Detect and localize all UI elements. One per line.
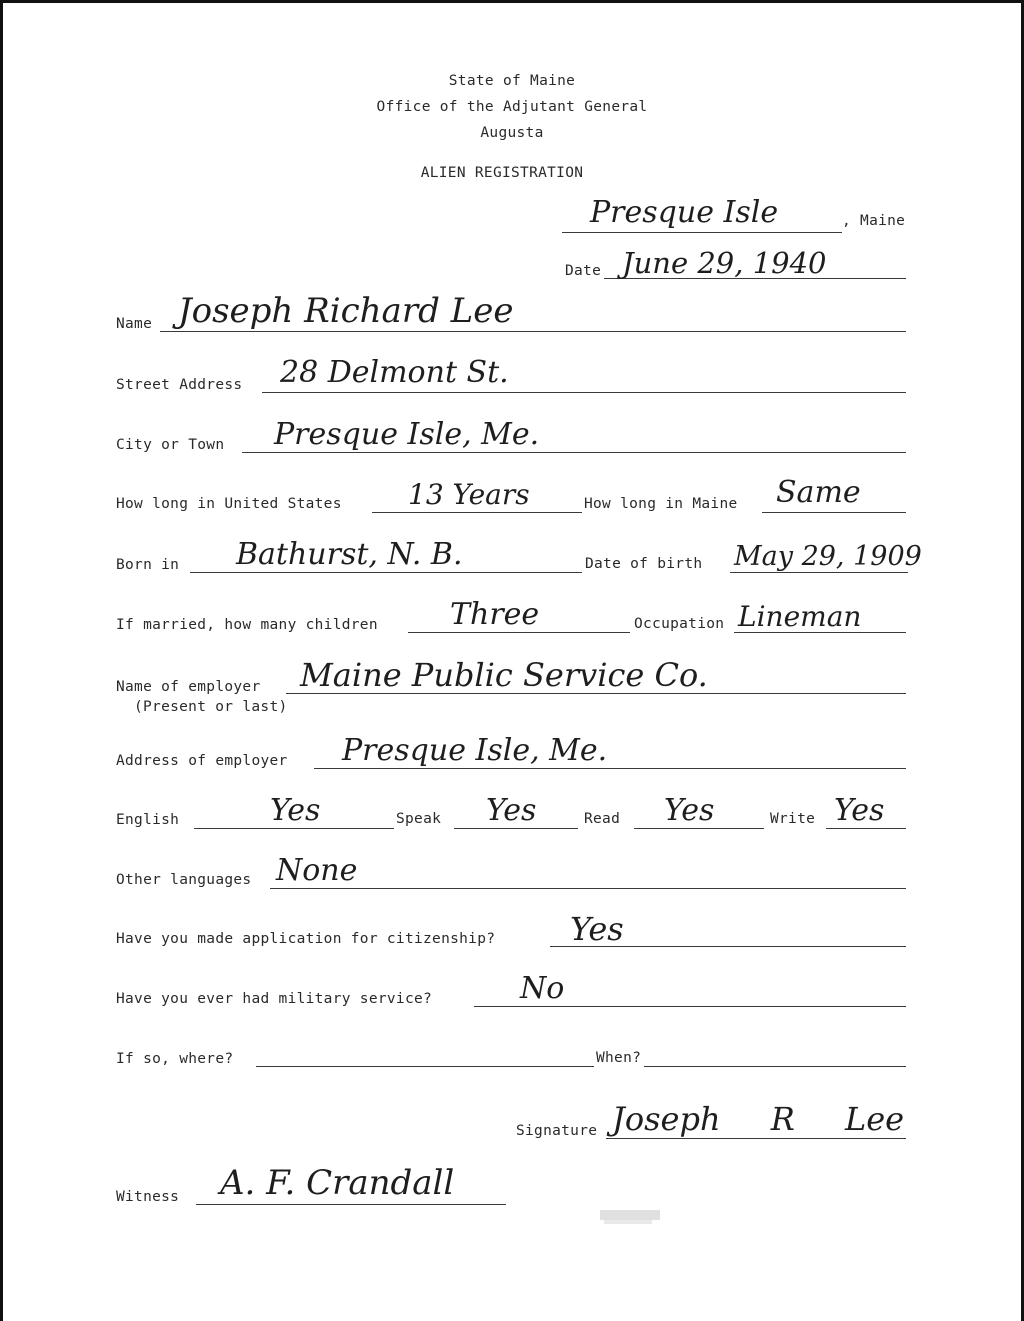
name-line (160, 331, 906, 332)
when-line (644, 1066, 906, 1067)
children-value: Three (450, 597, 540, 632)
english-line (194, 828, 394, 829)
dob-label: Date of birth (585, 556, 703, 572)
employer-address-value: Presque Isle, Me. (342, 733, 608, 768)
military-label: Have you ever had military service? (116, 991, 433, 1007)
dob-value: May 29, 1909 (734, 541, 922, 572)
city-value: Presque Isle, Me. (274, 417, 540, 452)
if-so-where-label: If so, where? (116, 1051, 234, 1067)
other-languages-line (270, 888, 906, 889)
other-languages-label: Other languages (116, 872, 252, 888)
header-state: State of Maine (448, 73, 576, 89)
employer-address-label: Address of employer (116, 753, 288, 769)
born-in-value: Bathurst, N. B. (236, 537, 463, 572)
occupation-value: Lineman (738, 600, 862, 633)
when-label: When? (596, 1050, 642, 1066)
write-label: Write (770, 811, 816, 827)
born-in-label: Born in (116, 557, 180, 573)
signature-label: Signature (516, 1123, 598, 1139)
name-label: Name (116, 316, 153, 332)
how-long-maine-label: How long in Maine (584, 496, 738, 512)
scan-border-left (0, 0, 3, 1321)
born-in-line (190, 572, 582, 573)
witness-line (196, 1204, 506, 1205)
maine-label: , Maine (842, 213, 906, 229)
date-value: June 29, 1940 (622, 246, 827, 280)
read-label: Read (584, 811, 621, 827)
citizenship-label: Have you made application for citizenship? (116, 931, 496, 947)
signature-value: Joseph R Lee (612, 1100, 905, 1138)
english-label: English (116, 812, 180, 828)
citizenship-value: Yes (570, 910, 624, 948)
military-value: No (520, 971, 565, 1006)
employer-sub-label: (Present or last) (134, 699, 288, 715)
name-value: Joseph Richard Lee (178, 291, 514, 331)
street-line (262, 392, 906, 393)
how-long-us-label: How long in United States (116, 496, 342, 512)
children-label: If married, how many children (116, 617, 378, 633)
speak-label: Speak (396, 811, 442, 827)
street-value: 28 Delmont St. (280, 355, 509, 390)
place-value: Presque Isle (590, 195, 779, 230)
witness-label: Witness (116, 1189, 180, 1205)
form-title: ALIEN REGISTRATION (420, 165, 584, 181)
military-line (474, 1006, 906, 1007)
write-value: Yes (834, 793, 885, 828)
children-line (408, 632, 630, 633)
how-long-maine-value: Same (776, 475, 861, 510)
speak-value: Yes (486, 793, 537, 828)
header-city: Augusta (480, 125, 544, 141)
speak-line (454, 828, 578, 829)
faint-stamp-mark (596, 1206, 676, 1228)
city-label: City or Town (116, 437, 225, 453)
read-value: Yes (664, 793, 715, 828)
how-long-us-line (372, 512, 582, 513)
street-label: Street Address (116, 377, 243, 393)
date-label: Date (565, 263, 602, 279)
header-office: Office of the Adjutant General (376, 99, 648, 115)
employer-address-line (314, 768, 906, 769)
read-line (634, 828, 764, 829)
occupation-label: Occupation (634, 616, 725, 632)
english-value: Yes (270, 793, 321, 828)
signature-line (606, 1138, 906, 1139)
city-line (242, 452, 906, 453)
scan-border-top (0, 0, 1024, 3)
write-line (826, 828, 906, 829)
how-long-us-value: 13 Years (408, 478, 530, 511)
witness-value: A. F. Crandall (220, 1163, 455, 1203)
other-languages-value: None (276, 853, 358, 888)
how-long-maine-line (762, 512, 906, 513)
place-line (562, 232, 842, 233)
employer-value: Maine Public Service Co. (300, 656, 708, 694)
if-so-where-line (256, 1066, 594, 1067)
employer-label: Name of employer (116, 679, 261, 695)
